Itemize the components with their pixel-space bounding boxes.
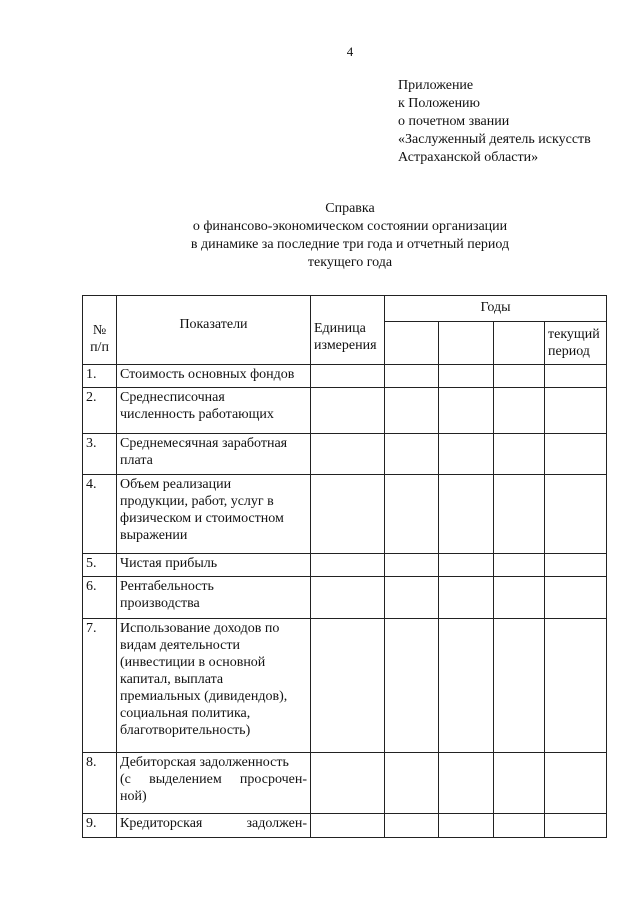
unit-cell: [311, 434, 385, 475]
indicator-cell: [117, 814, 311, 838]
indicator-line: производства: [120, 596, 200, 611]
header-unit: Единица измерения: [311, 296, 385, 365]
indicator-line: Кредиторская задолжен-: [120, 816, 307, 831]
indicator-cell: [117, 577, 311, 619]
indicator-line: видам деятельности: [120, 638, 240, 653]
indicator-line: продукции, работ, услуг в: [120, 494, 274, 509]
value-cell: [545, 434, 607, 475]
table-row: [83, 577, 607, 619]
indicator-line: благотворительность): [120, 723, 251, 738]
header-indicators: Показатели: [117, 296, 311, 365]
indicator-line: ной): [120, 789, 147, 804]
value-cell: [545, 814, 607, 838]
table-row: [83, 554, 607, 577]
value-cell: [494, 814, 545, 838]
indicator-cell: [117, 475, 311, 554]
table-row: [83, 753, 607, 814]
value-cell: [385, 619, 439, 753]
value-cell: [494, 388, 545, 434]
indicator-line: социальная политика,: [120, 706, 251, 721]
value-cell: [545, 619, 607, 753]
indicators-table: [82, 295, 607, 838]
indicator-line: Чистая прибыль: [120, 556, 218, 571]
value-cell: [439, 554, 494, 577]
value-cell: [494, 365, 545, 388]
indicator-line: Среднемесячная заработная: [120, 436, 288, 451]
value-cell: [545, 475, 607, 554]
unit-cell: [311, 814, 385, 838]
row-number: 1.: [83, 365, 117, 388]
header-years: Годы: [385, 296, 607, 322]
row-number: 9.: [83, 814, 117, 838]
value-cell: [439, 814, 494, 838]
indicator-cell: [117, 388, 311, 434]
unit-cell: [311, 475, 385, 554]
title-line: Справка: [325, 201, 375, 216]
indicator-line: Использование доходов по: [120, 621, 280, 636]
indicator-line: капитал, выплата: [120, 672, 224, 687]
indicator-cell: [117, 434, 311, 475]
title-line: о финансово-экономическом состоянии организации: [192, 219, 508, 234]
value-cell: [439, 577, 494, 619]
year-cell: [494, 322, 545, 365]
value-cell: [545, 554, 607, 577]
page-number: 4: [346, 44, 354, 59]
indicator-line: плата: [120, 453, 153, 468]
appendix-note: [398, 77, 638, 167]
value-cell: [439, 365, 494, 388]
indicator-line: (с выделением просрочен-: [120, 772, 307, 787]
unit-cell: [311, 753, 385, 814]
table-row: [83, 619, 607, 753]
indicator-cell: [117, 365, 311, 388]
unit-cell: [311, 388, 385, 434]
value-cell: [545, 577, 607, 619]
value-cell: [385, 814, 439, 838]
appendix-line: «Заслуженный деятель искусств: [398, 132, 591, 147]
value-cell: [385, 388, 439, 434]
table-row: [83, 814, 607, 838]
unit-cell: [311, 619, 385, 753]
appendix-line: о почетном звании: [398, 114, 510, 129]
value-cell: [439, 388, 494, 434]
value-cell: [385, 577, 439, 619]
row-number: 4.: [83, 475, 117, 554]
indicator-line: Объем реализации: [120, 477, 232, 492]
table-row: [83, 434, 607, 475]
value-cell: [385, 554, 439, 577]
year-cell: [385, 322, 439, 365]
indicator-cell: [117, 554, 311, 577]
table-row: [83, 388, 607, 434]
row-number: 7.: [83, 619, 117, 753]
indicator-cell: [117, 619, 311, 753]
row-number: 2.: [83, 388, 117, 434]
indicator-line: Среднесписочная: [120, 390, 225, 405]
value-cell: [545, 753, 607, 814]
value-cell: [494, 753, 545, 814]
row-number: 3.: [83, 434, 117, 475]
title-line: в динамике за последние три года и отчетный период: [190, 237, 510, 252]
value-cell: [385, 365, 439, 388]
header-row: [83, 296, 607, 322]
indicator-line: выражении: [120, 528, 188, 543]
unit-cell: [311, 365, 385, 388]
value-cell: [385, 753, 439, 814]
value-cell: [494, 577, 545, 619]
indicator-line: Дебиторская задолженность: [120, 755, 289, 770]
indicator-line: численность работающих: [120, 407, 274, 422]
document-title: [0, 200, 640, 272]
title-line: текущего года: [307, 255, 393, 270]
year-cell: [439, 322, 494, 365]
value-cell: [545, 388, 607, 434]
value-cell: [494, 434, 545, 475]
appendix-line: к Положению: [398, 96, 481, 111]
indicator-line: премиальных (дивидендов),: [120, 689, 288, 704]
indicator-line: Стоимость основных фондов: [120, 367, 295, 382]
value-cell: [494, 554, 545, 577]
appendix-line: Астраханской области»: [398, 150, 539, 165]
table-row: [83, 365, 607, 388]
appendix-line: Приложение: [398, 78, 474, 93]
row-number: 5.: [83, 554, 117, 577]
indicator-line: физическом и стоимостном: [120, 511, 284, 526]
value-cell: [494, 475, 545, 554]
value-cell: [439, 434, 494, 475]
value-cell: [545, 365, 607, 388]
value-cell: [385, 434, 439, 475]
header-current-period: текущий период: [545, 322, 607, 365]
unit-cell: [311, 554, 385, 577]
value-cell: [439, 475, 494, 554]
row-number: 8.: [83, 753, 117, 814]
indicator-line: (инвестиции в основной: [120, 655, 266, 670]
header-no: № п/п: [83, 296, 117, 365]
value-cell: [439, 619, 494, 753]
unit-cell: [311, 577, 385, 619]
value-cell: [385, 475, 439, 554]
value-cell: [494, 619, 545, 753]
table-row: [83, 475, 607, 554]
value-cell: [439, 753, 494, 814]
indicator-line: Рентабельность: [120, 579, 214, 594]
row-number: 6.: [83, 577, 117, 619]
indicator-cell: [117, 753, 311, 814]
